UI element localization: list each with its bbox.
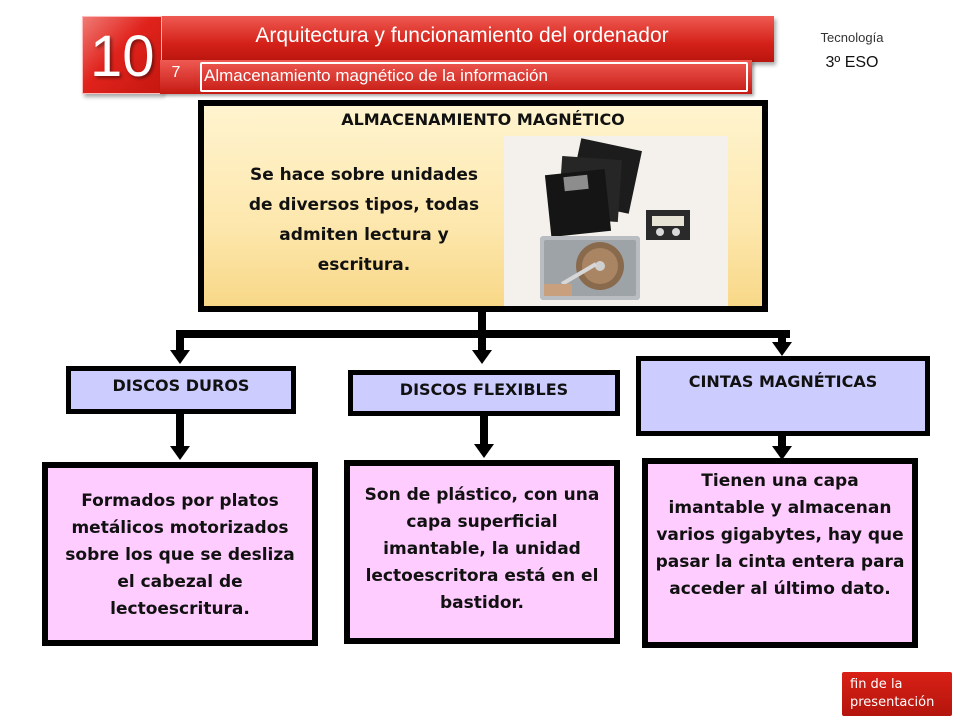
description-hard-disks: Formados por platos metálicos motorizados sobre los que se desliza el cabezal de lectoescritura.	[65, 491, 295, 619]
storage-media-photo	[504, 136, 728, 306]
unit-number: 10	[90, 24, 155, 89]
category-label-floppy-disks: DISCOS FLEXIBLES	[399, 380, 569, 399]
description-floppy-disks: Son de plástico, con una capa superficial imantable, la unidad lectoescritora está en el bastidor.	[364, 485, 600, 613]
arrow-head-icon	[474, 444, 494, 458]
connector-floppy-disks-down	[480, 416, 488, 446]
section-subtitle: Almacenamiento magnético de la información	[204, 66, 548, 85]
end-label-line1: fin de la	[850, 677, 903, 692]
arrow-head-icon	[170, 350, 190, 364]
description-magnetic-tapes: Tienen una capa imantable y almacenan varios gigabytes, hay que pasar la cinta entera para acceder al último dato.	[655, 471, 905, 599]
main-concept-description: Se hace sobre unidades de diversos tipos, todas admiten lectura y escritura.	[248, 165, 480, 275]
connector-left-drop	[176, 330, 184, 352]
arrow-head-icon	[772, 342, 792, 356]
arrow-head-icon	[170, 446, 190, 460]
category-box-magnetic-tapes	[636, 356, 930, 436]
main-concept-title: ALMACENAMIENTO MAGNÉTICO	[341, 110, 625, 129]
section-number: 7	[171, 64, 181, 81]
connector-center-drop	[478, 330, 486, 352]
end-label-line2: presentación	[850, 695, 935, 710]
course-level: 3º ESO	[825, 54, 879, 71]
end-presentation-label[interactable]	[850, 676, 950, 712]
category-label-magnetic-tapes: CINTAS MAGNÉTICAS	[688, 372, 878, 391]
subject-label: Tecnología	[820, 30, 884, 45]
connector-hard-disks-down	[176, 414, 184, 448]
unit-title: Arquitectura y funcionamiento del ordenador	[255, 24, 669, 47]
category-label-hard-disks: DISCOS DUROS	[112, 376, 250, 395]
arrow-head-icon	[472, 350, 492, 364]
